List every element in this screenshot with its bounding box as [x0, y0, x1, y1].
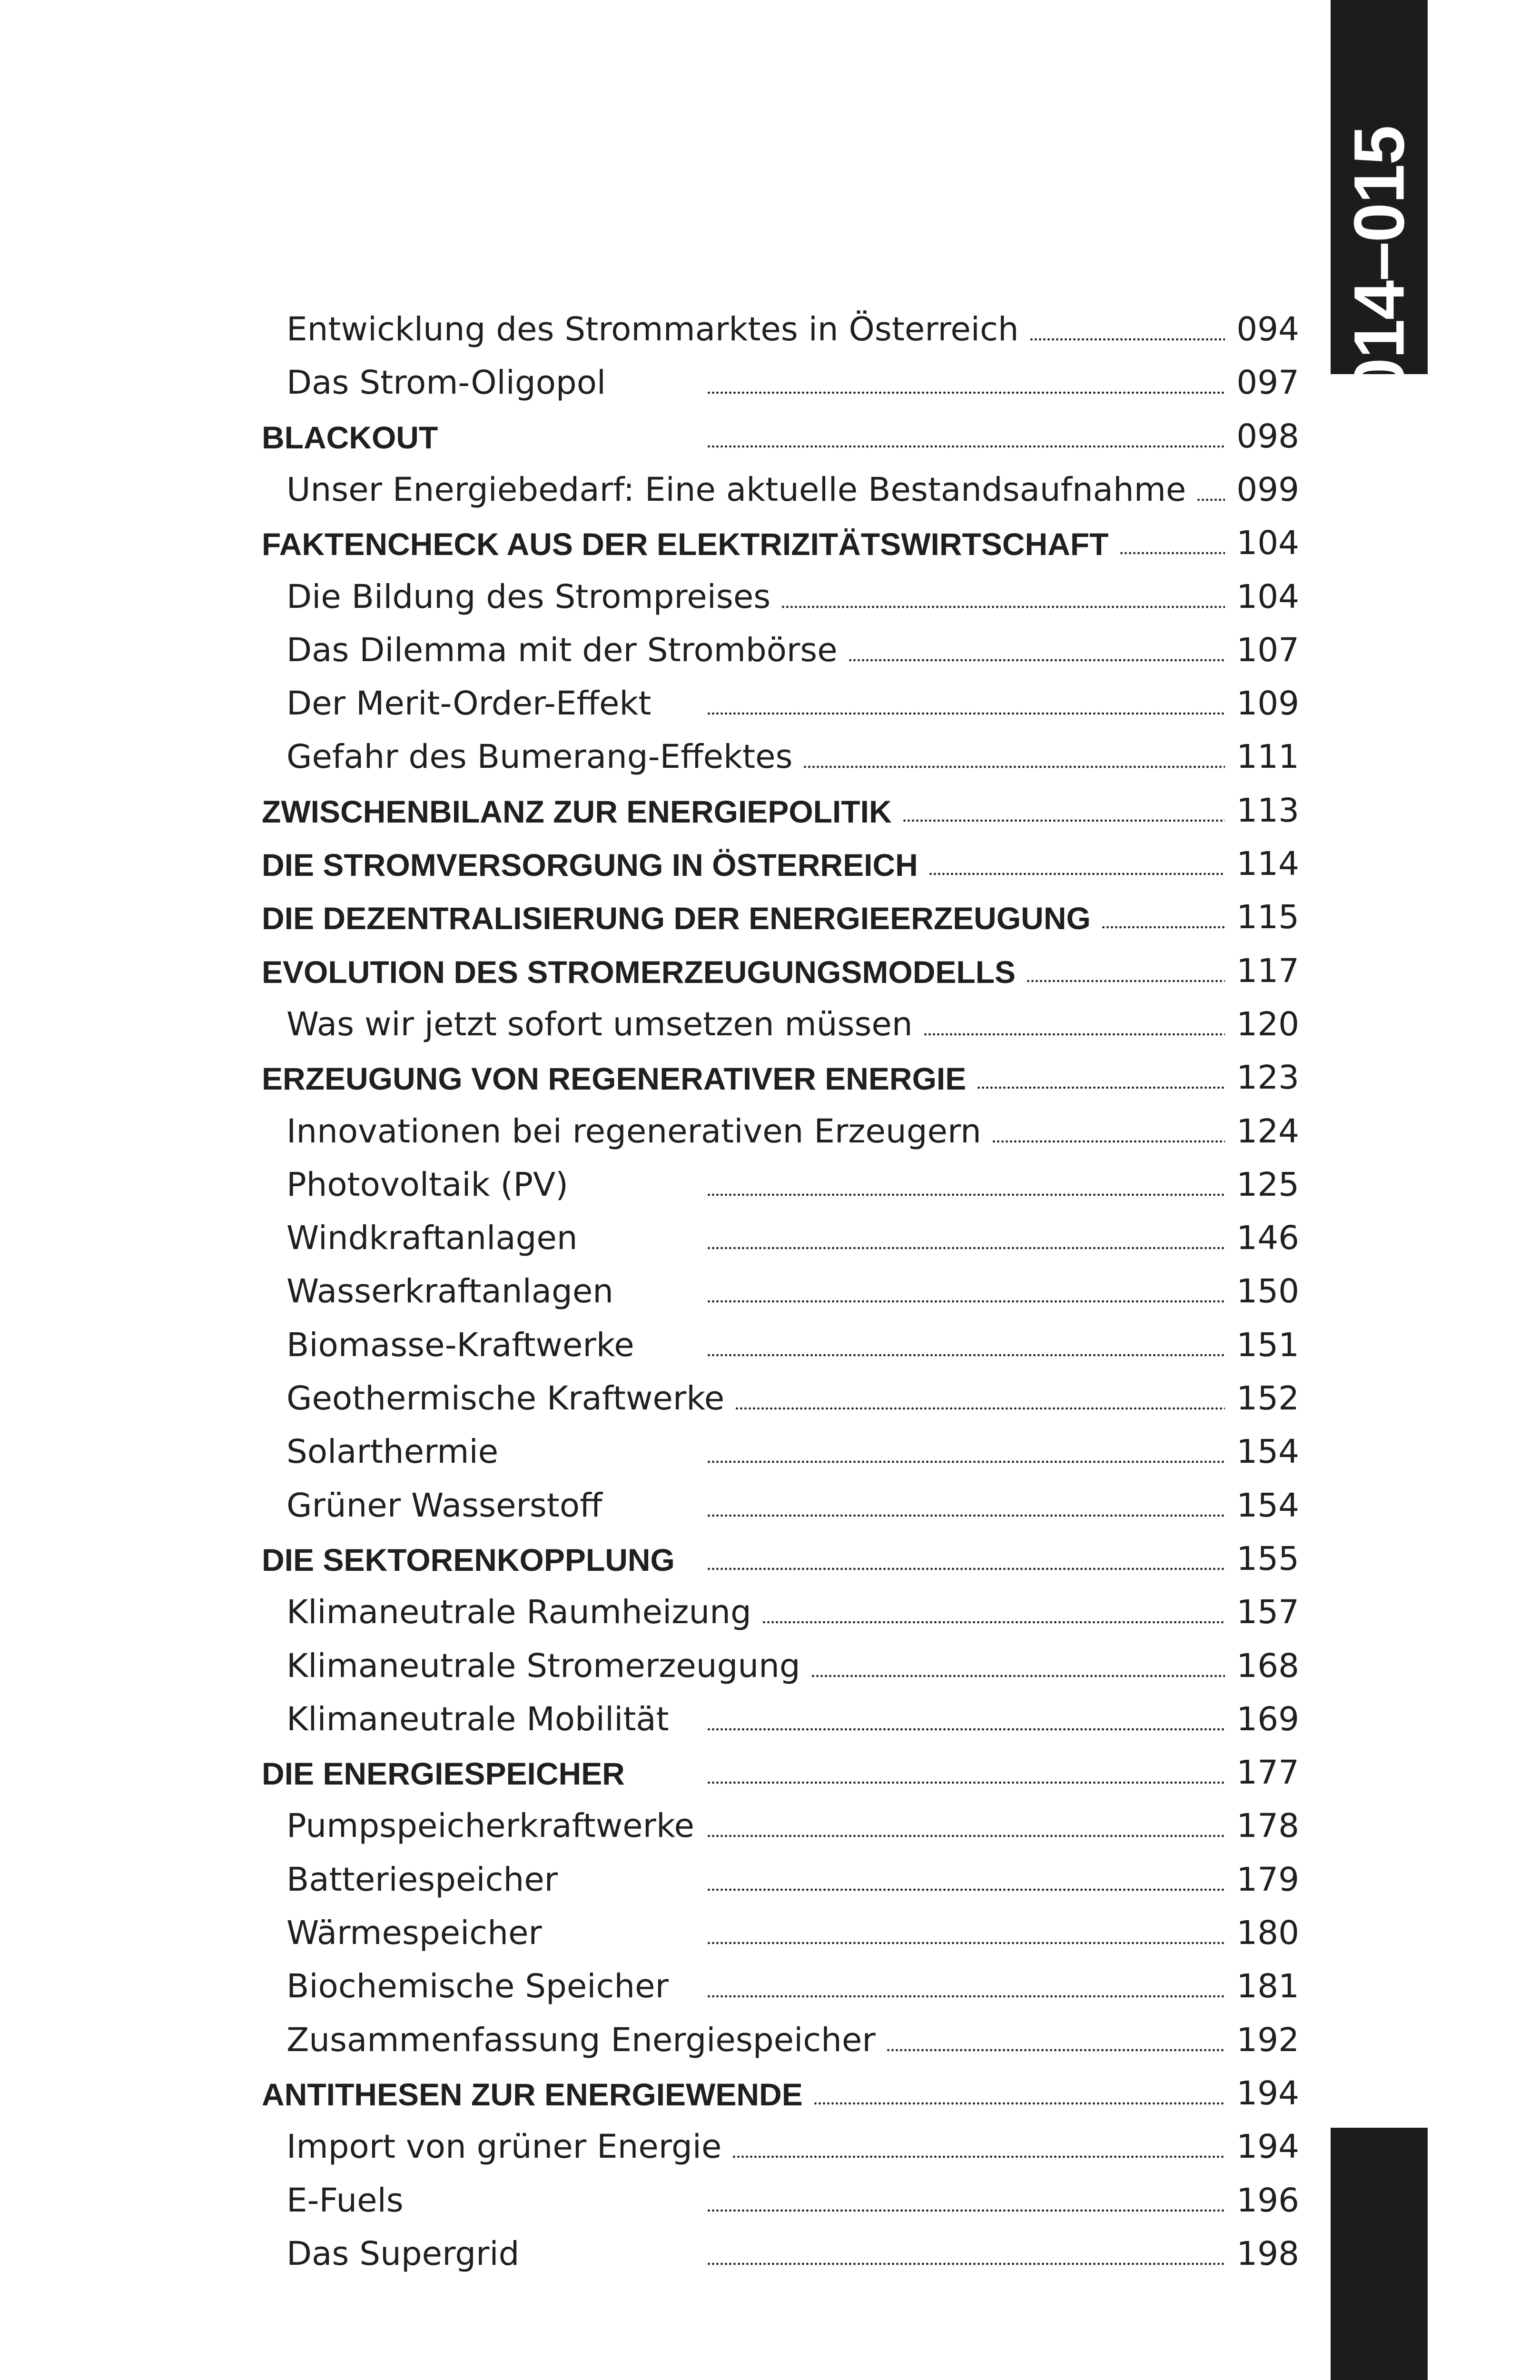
toc-entry-title: Entwicklung des Strommarktes in Österreich [286, 310, 1019, 348]
toc-page-number: 114 [1236, 845, 1299, 883]
toc-chapter-entry[interactable] [0, 1048, 1299, 1102]
toc-entry-title: Klimaneutrale Raumheizung [286, 1593, 751, 1631]
toc-section-entry[interactable] [0, 1262, 1299, 1316]
toc-page-number: 099 [1236, 471, 1299, 509]
toc-chapter-entry[interactable] [0, 942, 1299, 995]
toc-entry-title: Solarthermie [286, 1433, 499, 1471]
toc-entry-title: DIE ENERGIESPEICHER [262, 1756, 625, 1791]
toc-section-entry[interactable] [0, 300, 1299, 354]
toc-section-entry[interactable] [0, 1476, 1299, 1530]
toc-page-number: 194 [1236, 2074, 1299, 2112]
toc-entry-title: ANTITHESEN ZUR ENERGIEWENDE [262, 2077, 803, 2112]
toc-dot-leader [811, 1674, 1225, 1678]
toc-chapter-entry[interactable] [0, 1743, 1299, 1797]
toc-dot-leader [707, 1994, 1225, 1998]
toc-dot-leader [707, 712, 1225, 715]
toc-section-entry[interactable] [0, 1850, 1299, 1904]
toc-section-entry[interactable] [0, 727, 1299, 781]
toc-chapter-entry[interactable] [0, 407, 1299, 461]
toc-chapter-entry[interactable] [0, 1529, 1299, 1583]
toc-page-number: 196 [1236, 2182, 1299, 2220]
toc-section-entry[interactable] [0, 1636, 1299, 1690]
toc-entry-title: Batteriespeicher [286, 1861, 558, 1899]
toc-page-number: 146 [1236, 1219, 1299, 1257]
toc-page-number: 104 [1236, 524, 1299, 562]
toc-dot-leader [707, 445, 1225, 448]
toc-dot-leader [886, 2048, 1225, 2052]
toc-section-entry[interactable] [0, 674, 1299, 728]
toc-chapter-entry[interactable] [0, 781, 1299, 835]
toc-entry-title: Die Bildung des Strompreises [286, 578, 771, 616]
toc-section-entry[interactable] [0, 1369, 1299, 1423]
toc-entry-title: Biochemische Speicher [286, 1967, 669, 2005]
toc-page-number: 097 [1236, 364, 1299, 402]
toc-entry-title: DIE STROMVERSORGUNG IN ÖSTERREICH [262, 847, 918, 883]
toc-entry-title: DIE SEKTORENKOPPLUNG [262, 1542, 675, 1577]
toc-chapter-entry[interactable] [0, 834, 1299, 888]
toc-page-number: 192 [1236, 2021, 1299, 2059]
toc-page-number: 125 [1236, 1166, 1299, 1204]
toc-page-number: 180 [1236, 1914, 1299, 1952]
toc-page-number: 115 [1236, 898, 1299, 936]
toc-dot-leader [1026, 979, 1225, 983]
toc-entry-title: Zusammenfassung Energiespeicher [286, 2021, 876, 2059]
toc-page-number: 169 [1236, 1700, 1299, 1738]
toc-dot-leader [707, 1781, 1225, 1785]
toc-dot-leader [732, 2155, 1225, 2159]
toc-section-entry[interactable] [0, 1422, 1299, 1476]
toc-entry-title: Das Dilemma mit der Strombörse [286, 631, 838, 669]
toc-dot-leader [1101, 925, 1225, 929]
toc-dot-leader [707, 1514, 1225, 1517]
toc-dot-leader [707, 1567, 1225, 1571]
toc-section-entry[interactable] [0, 2011, 1299, 2064]
toc-section-entry[interactable] [0, 1690, 1299, 1744]
toc-dot-leader [902, 819, 1225, 823]
toc-entry-title: DIE DEZENTRALISIERUNG DER ENERGIEERZEUGUNG [262, 901, 1091, 936]
toc-dot-leader [928, 872, 1225, 876]
toc-page-number: 198 [1236, 2235, 1299, 2273]
toc-dot-leader [813, 2102, 1225, 2105]
toc-page-number: 113 [1236, 792, 1299, 830]
toc-dot-leader [707, 2209, 1225, 2212]
toc-page-number: 124 [1236, 1112, 1299, 1150]
toc-dot-leader [707, 1246, 1225, 1250]
toc-section-entry[interactable] [0, 1904, 1299, 1957]
toc-dot-leader [781, 605, 1225, 609]
toc-section-entry[interactable] [0, 460, 1299, 514]
toc-dot-leader [1196, 498, 1225, 502]
toc-entry-title: Pumpspeicherkraftwerke [286, 1807, 694, 1845]
toc-dot-leader [707, 1941, 1225, 1945]
toc-page-number: 155 [1236, 1540, 1299, 1578]
toc-dot-leader [707, 1727, 1225, 1731]
toc-entry-title: Das Supergrid [286, 2235, 520, 2273]
toc-entry-title: Wärmespeicher [286, 1914, 542, 1952]
toc-entry-title: EVOLUTION DES STROMERZEUGUNGSMODELLS [262, 954, 1016, 990]
toc-page-number: 152 [1236, 1379, 1299, 1418]
toc-dot-leader [707, 1353, 1225, 1357]
toc-section-entry[interactable] [0, 1209, 1299, 1262]
toc-page-number: 154 [1236, 1487, 1299, 1525]
toc-dot-leader [803, 765, 1225, 769]
toc-page-number: 120 [1236, 1005, 1299, 1043]
toc-entry-title: Geothermische Kraftwerke [286, 1379, 725, 1418]
toc-entry-title: Unser Energiebedarf: Eine aktuelle Bestandsaufnahme [286, 471, 1186, 509]
toc-section-entry[interactable] [0, 353, 1299, 407]
toc-section-entry[interactable] [0, 2171, 1299, 2225]
toc-section-entry[interactable] [0, 1796, 1299, 1850]
toc-page-number: 123 [1236, 1059, 1299, 1097]
toc-entry-title: Der Merit-Order-Effekt [286, 684, 652, 723]
toc-page-number: 154 [1236, 1433, 1299, 1471]
toc-entry-title: Was wir jetzt sofort umsetzen müssen [286, 1005, 913, 1043]
toc-page-number: 177 [1236, 1754, 1299, 1792]
toc-entry-title: Klimaneutrale Stromerzeugung [286, 1647, 800, 1685]
toc-dot-leader [707, 1193, 1225, 1197]
toc-section-entry[interactable] [0, 1102, 1299, 1156]
toc-page-number: 181 [1236, 1967, 1299, 2005]
toc-chapter-entry[interactable] [0, 888, 1299, 942]
toc-entry-title: E-Fuels [286, 2182, 404, 2220]
toc-dot-leader [1029, 337, 1225, 341]
toc-section-entry[interactable] [0, 995, 1299, 1049]
toc-dot-leader [707, 1834, 1225, 1838]
toc-entry-title: ERZEUGUNG VON REGENERATIVER ENERGIE [262, 1061, 967, 1096]
toc-dot-leader [707, 1460, 1225, 1464]
toc-dot-leader [923, 1032, 1225, 1036]
toc-entry-title: Gefahr des Bumerang-Effektes [286, 738, 793, 776]
toc-entry-title: FAKTENCHECK AUS DER ELEKTRIZITÄTSWIRTSCHAFT [262, 526, 1109, 562]
toc-dot-leader [707, 2262, 1225, 2266]
toc-page-number: 111 [1236, 738, 1299, 776]
toc-section-entry[interactable] [0, 1155, 1299, 1209]
toc-entry-title: Import von grüner Energie [286, 2128, 722, 2166]
toc-entry-title: ZWISCHENBILANZ ZUR ENERGIEPOLITIK [262, 794, 892, 829]
toc-chapter-entry[interactable] [0, 514, 1299, 567]
toc-entry-title: BLACKOUT [262, 420, 438, 455]
toc-entry-title: Wasserkraftanlagen [286, 1272, 614, 1310]
toc-section-entry[interactable] [0, 1957, 1299, 2011]
toc-section-entry[interactable] [0, 621, 1299, 674]
toc-section-entry[interactable] [0, 2117, 1299, 2171]
toc-dot-leader [707, 1299, 1225, 1303]
toc-page-number: 107 [1236, 631, 1299, 669]
toc-dot-leader [977, 1086, 1225, 1090]
toc-section-entry[interactable] [0, 1583, 1299, 1636]
toc-page-number: 094 [1236, 310, 1299, 348]
toc-page-number: 157 [1236, 1593, 1299, 1631]
toc-page-number: 194 [1236, 2128, 1299, 2166]
toc-page-number: 117 [1236, 952, 1299, 990]
toc-page-number: 179 [1236, 1861, 1299, 1899]
toc-entry-title: Grüner Wasserstoff [286, 1487, 602, 1525]
toc-dot-leader [707, 391, 1225, 395]
toc-page-number: 168 [1236, 1647, 1299, 1685]
toc-page-number: 104 [1236, 578, 1299, 616]
toc-page-number: 150 [1236, 1272, 1299, 1310]
toc-dot-leader [762, 1620, 1225, 1624]
toc-page-number: 109 [1236, 684, 1299, 723]
toc-entry-title: Photovoltaik (PV) [286, 1166, 569, 1204]
toc-page-number: 151 [1236, 1326, 1299, 1364]
toc-dot-leader [1119, 551, 1225, 555]
toc-entry-title: Biomasse-Kraftwerke [286, 1326, 634, 1364]
toc-section-entry[interactable] [0, 2224, 1299, 2278]
toc-section-entry[interactable] [0, 1316, 1299, 1369]
toc-entry-title: Klimaneutrale Mobilität [286, 1700, 669, 1738]
toc-chapter-entry[interactable] [0, 2064, 1299, 2118]
toc-page-number: 178 [1236, 1807, 1299, 1845]
toc-entry-title: Das Strom-Oligopol [286, 364, 606, 402]
toc-dot-leader [707, 1888, 1225, 1892]
page-range-label: 014–015 [1339, 126, 1419, 397]
toc-page-number: 098 [1236, 417, 1299, 456]
toc-entry-title: Windkraftanlagen [286, 1219, 578, 1257]
toc-dot-leader [848, 658, 1225, 662]
toc-dot-leader [735, 1407, 1225, 1410]
toc-section-entry[interactable] [0, 567, 1299, 621]
toc-entry-title: Innovationen bei regenerativen Erzeugern [286, 1112, 981, 1150]
toc-dot-leader [992, 1140, 1225, 1143]
